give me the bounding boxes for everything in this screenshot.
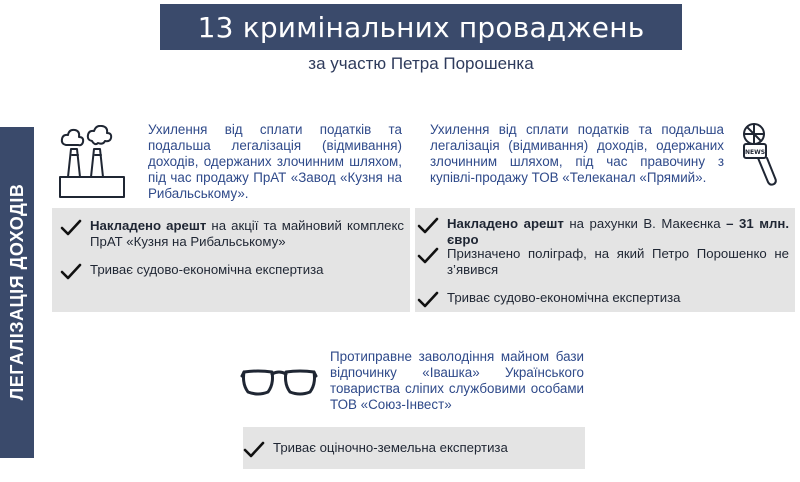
list-item	[60, 262, 404, 278]
checkmark-icon	[417, 291, 439, 309]
case-panel	[415, 208, 795, 312]
case-panel	[243, 427, 585, 469]
case-description: Ухилення від сплати податків та подальша легалізація (відмивання) доходів, одержаних злочинним шляхом, під час правочину з купівлі-продажу ТОВ «Телеканал «Прямий».	[430, 122, 724, 185]
list-item	[417, 246, 789, 278]
side-tab-label: ЛЕГАЛІЗАЦІЯ ДОХОДІВ	[6, 183, 27, 401]
case-panel	[52, 208, 410, 312]
checkmark-icon	[417, 247, 439, 265]
list-item	[417, 216, 789, 248]
case-description: Протиправне заволодіння майном бази відпочинку «Івашка» Українського товариства сліпих службовими особами ТОВ «Союз-Інвест»	[330, 349, 584, 412]
glasses-icon	[240, 364, 318, 400]
checkmark-icon	[243, 441, 265, 459]
item-text: Призначено поліграф, на який Петро Порошенко не з’явився	[447, 246, 789, 277]
factory-icon	[58, 125, 126, 199]
checkmark-icon	[60, 263, 82, 281]
page-subtitle: за участю Петра Порошенка	[308, 54, 534, 73]
case-description: Ухилення від сплати податків та подальша легалізація (відмивання) доходів, одержаних злочинним шляхом, під час продажу ПрАТ «Завод «Кузня на Рибальському».	[148, 122, 402, 201]
page-title: 13 кримінальних проваджень	[197, 10, 645, 44]
checkmark-icon	[60, 219, 82, 237]
checkmark-icon	[417, 217, 439, 235]
page-title-banner	[160, 4, 682, 50]
item-text: Триває судово-економічна експертиза	[90, 262, 324, 277]
item-text: Триває оціночно-земельна експертиза	[273, 440, 508, 455]
item-text: Триває судово-економічна експертиза	[447, 290, 681, 305]
list-item	[243, 440, 579, 456]
list-item	[417, 290, 789, 306]
item-highlight: Накладено арешт	[90, 218, 207, 233]
item-text: на акції та майновий комплекс ПрАТ «Кузня на Рибальському»	[90, 218, 404, 249]
svg-text:NEWS: NEWS	[744, 149, 766, 156]
list-item	[60, 218, 404, 250]
item-highlight: Накладено арешт	[447, 216, 564, 231]
item-text: на рахунки В. Макеєнка	[563, 216, 727, 231]
item-amount: – 31 млн. євро	[447, 216, 790, 247]
news-microphone-icon	[738, 122, 782, 188]
